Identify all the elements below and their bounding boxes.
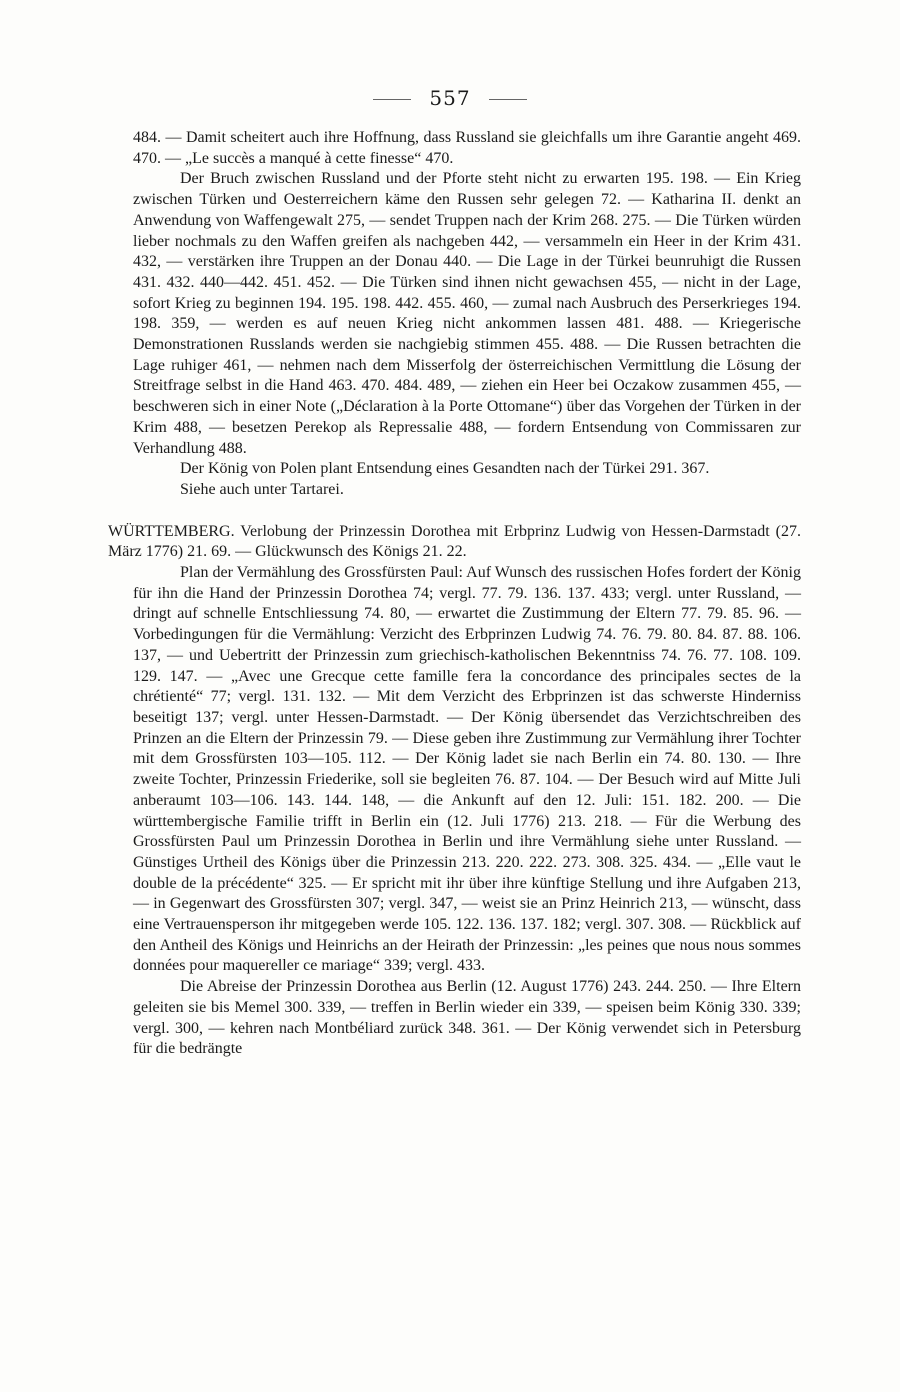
paragraph: Siehe auch unter Tartarei. bbox=[180, 480, 344, 498]
page-header bbox=[0, 86, 900, 110]
paragraph: Der Bruch zwischen Russland und der Pforte steht nicht zu erwarten 195. 198. — Ein Krieg zwischen Türken und Oesterreichern käme den Russen sehr gelegen 72. — Katharina II. denkt an Anwendung von Waffengewalt 275, — sendet Truppen nach der Krim 268. 275. — Die Türken würden lieber nochmals zu den Waffen greifen als nachgeben 442, — versammeln ein Heer in der Krim 431. 432, — verstärken ihre Truppen an der Donau 440. — Die Lage in der Türkei beunruhigt die Russen 431. 432. 440—442. 451. 452. — Die Türken sind ihnen nicht gewachsen 455, — nicht in der Lage, sofort Krieg zu beginnen 194. 195. 198. 442. 455. 460, — zumal nach Ausbruch des Perserkrieges 194. 198. 359, — werden es auf neuen Krieg nicht ankommen lassen 481. 488. — Kriegerische Demonstrationen Russlands werden sie nachgiebig stimmen 455. 488. — Die Russen betrachten die Lage ruhiger 461, — nehmen nach dem Misserfolg der österreichischen Vermittlung die Lösung der Streitfrage selbst in die Hand 463. 470. 484. 489, — ziehen ein Heer bei Oczakow zusammen 455, — beschweren sich in einer Note („Déclaration à la Porte Ottomane“) über das Vorgehen der Türken in der Krim 488, — besetzen Perekop als Repressalie 488, — fordern Entsendung von Commissaren zur Verhandlung 488. bbox=[133, 170, 801, 457]
paragraph: Die Abreise der Prinzessin Dorothea aus Berlin (12. August 1776) 243. 244. 250. — Ihre Eltern geleiten sie bis Memel 300. 339, — treffen in Berlin wieder ein 339, — speisen beim König 330. 339; vergl. 300, — kehren nach Montbéliard zurück 348. 361. — Der König verwendet sich in Petersburg für die bedrängte bbox=[133, 978, 801, 1058]
paragraph: 484. — Damit scheitert auch ihre Hoffnung, dass Russland sie gleichfalls um ihre Garantie angeht 469. 470. — „Le succès a manqué à cette finesse“ 470. bbox=[133, 129, 801, 167]
page-number: 557 bbox=[429, 86, 471, 110]
header-rule-left bbox=[373, 99, 411, 100]
index-entry-wuerttemberg: WÜRTTEMBERG. Verlobung der Prinzessin Dorothea mit Erbprinz Ludwig von Hessen-Darmstadt (27. März 1776) 21. 69. — Glückwunsch des Königs 21. 22. bbox=[108, 522, 801, 561]
paragraph: Plan der Vermählung des Grossfürsten Paul: Auf Wunsch des russischen Hofes fordert der König für ihn die Hand der Prinzessin Dorothea 74; vergl. 77. 79. 136. 137. 433; vergl. unter Russland, — dringt auf schnelle Entschliessung 74. 80, — erwartet die Zustimmung der Eltern 77. 79. 85. 96. — Vorbedingungen für die Vermählung: Verzicht des Erbprinzen Ludwig 74. 76. 79. 80. 84. 87. 88. 106. 137, — und Uebertritt der Prinzessin zum griechisch-katholischen Bekenntniss 74. 76. 77. 108. 109. 129. 147. — „Avec une Grecque cette famille fera la concordance des principales sectes de la chrétienté“ 77; vergl. 131. 132. — Mit dem Verzicht des Erbprinzen ist das schwerste Hinderniss beseitigt 137; vergl. unter Hessen-Darmstadt. — Der König übersendet das Verzichtschreiben des Prinzen an die Eltern der Prinzessin 79. — Diese geben ihre Zustimmung zur Vermählung ihrer Tochter mit dem Grossfürsten 103—105. 112. — Der König ladet sie nach Berlin ein 74. 80. 130. — Ihre zweite Tochter, Prinzessin Friederike, soll sie begleiten 76. 87. 104. — Der Besuch wird auf Mitte Juli anberaumt 103—106. 143. 144. 148, — die Ankunft auf den 12. Juli: 151. 182. 200. — Die württembergische Familie trifft in Berlin ein (12. Juli 1776) 213. 218. — Für die Werbung des Grossfürsten Paul um Prinzessin Dorothea in Berlin und ihre Vermählung siehe unter Russland. — Günstiges Urtheil des Königs über die Prinzessin 213. 220. 222. 273. 308. 325. 434. — „Elle vaut le double de la précédente“ 325. — Er spricht mit ihr über ihre künftige Stellung und ihre Aufgaben 213, — in Gegenwart des Grossfürsten 307; vergl. 347, — weist sie an Prinz Heinrich 213, — wünscht, dass eine Vertrauensperson ihr mitgegeben werde 105. 122. 136. 137. 182; vergl. 307. 308. — Rückblick auf den Antheil des Königs und Heinrichs an der Heirath der Prinzessin: „les peines que nous nous sommes données pour maquereller ce mariage“ 339; vergl. 433. bbox=[133, 564, 801, 975]
paragraph: Der König von Polen plant Entsendung eines Gesandten nach der Türkei 291. 367. bbox=[180, 460, 710, 478]
page-body bbox=[108, 128, 801, 1060]
header-rule-right bbox=[489, 99, 527, 100]
